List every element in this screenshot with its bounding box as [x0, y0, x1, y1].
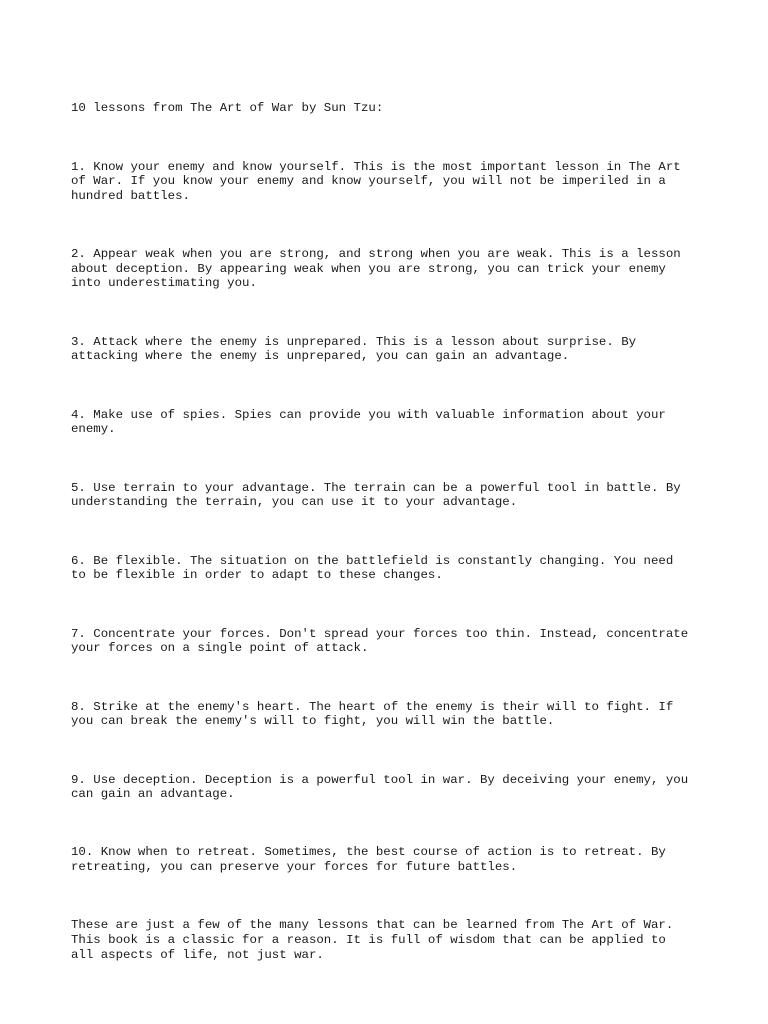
document-page	[71, 72, 703, 991]
lesson-8: 8. Strike at the enemy's heart. The heart of the enemy is their will to fight. If you can break the enemy's will to fight, you will win the battle.	[71, 699, 674, 729]
lesson-9: 9. Use deception. Deception is a powerful tool in war. By deceiving your enemy, you can gain an advantage.	[71, 772, 689, 802]
lesson-5: 5. Use terrain to your advantage. The terrain can be a powerful tool in battle. By understanding the terrain, you can use it to your advantage.	[71, 480, 681, 510]
conclusion-paragraph: These are just a few of the many lessons that can be learned from The Art of War. This book is a classic for a reason. It is full of wisdom that can be applied to all aspects of life, not just war.	[71, 918, 674, 962]
lesson-7: 7. Concentrate your forces. Don't spread your forces too thin. Instead, concentrate your forces on a single point of attack.	[71, 626, 689, 656]
lesson-1: 1. Know your enemy and know yourself. This is the most important lesson in The Art of War. If you know your enemy and know yourself, you will not be imperiled in a hundred battles.	[71, 159, 681, 203]
lesson-10: 10. Know when to retreat. Sometimes, the best course of action is to retreat. By retreating, you can preserve your forces for future battles.	[71, 845, 666, 875]
lesson-6: 6. Be flexible. The situation on the battlefield is constantly changing. You need to be flexible in order to adapt to these changes.	[71, 553, 674, 583]
lesson-2: 2. Appear weak when you are strong, and strong when you are weak. This is a lesson about deception. By appearing weak when you are strong, you can trick your enemy into underestimating you.	[71, 247, 681, 291]
lesson-3: 3. Attack where the enemy is unprepared. This is a lesson about surprise. By attacking where the enemy is unprepared, you can gain an advantage.	[71, 334, 637, 364]
document-heading: 10 lessons from The Art of War by Sun Tzu:	[71, 101, 384, 116]
lesson-4: 4. Make use of spies. Spies can provide you with valuable information about your enemy.	[71, 407, 666, 437]
